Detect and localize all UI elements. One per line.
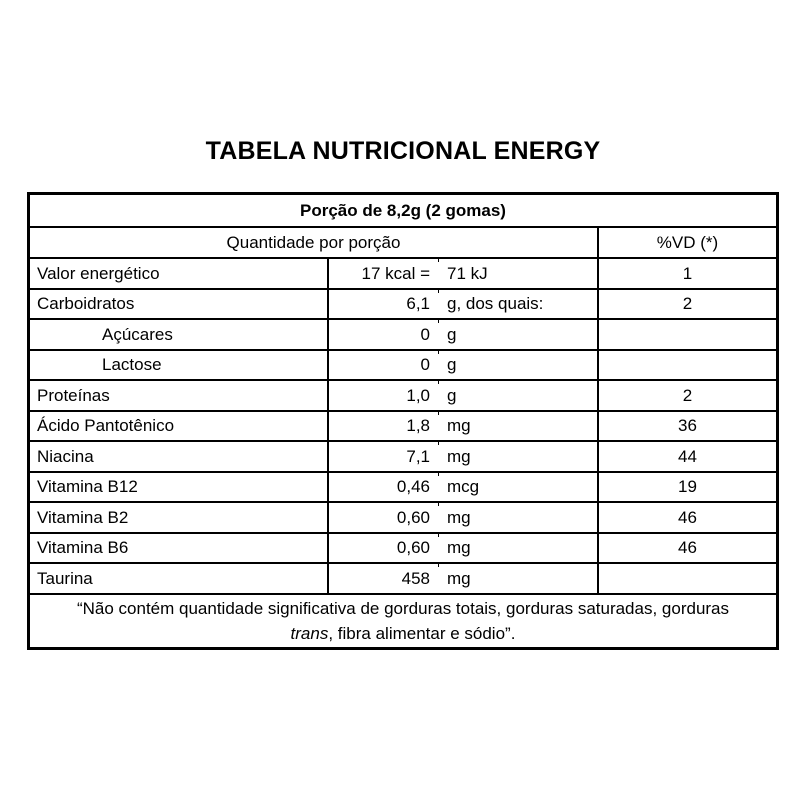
nutrient-name: Proteínas [37,385,110,405]
table-row-vitamina-b6 [30,532,776,563]
nutrient-dv-value: 36 [597,412,776,441]
nutrient-name: Açúcares [102,324,173,344]
nutrient-dv-value [597,320,776,349]
nutrient-dv-value: 46 [597,534,776,563]
nutrient-amount-unit: 71 kJ [438,259,597,288]
nutrient-amount-value: 6,1 [327,290,438,319]
nutrient-name: Vitamina B12 [37,477,138,497]
nutrient-amount-unit: mg [438,503,597,532]
nutrient-name: Lactose [102,355,162,375]
footnote-line-1: “Não contém quantidade significativa de gorduras totais, gorduras saturadas, gorduras [76,598,730,618]
nutrient-dv-value: 19 [597,473,776,502]
table-row-acucares [30,318,776,349]
table-row-valor-energetico [30,257,776,288]
portion-header-row [30,195,776,226]
column-header-row [30,226,776,257]
nutrient-dv-value [597,351,776,380]
portion-header: Porção de 8,2g (2 gomas) [300,201,506,220]
dv-column-header: %VD (*) [597,228,776,257]
nutrient-amount-unit: mg [438,564,597,593]
table-row-taurina [30,562,776,593]
nutrient-dv-value: 46 [597,503,776,532]
nutrient-dv-value: 44 [597,442,776,471]
table-row-vitamina-b12 [30,471,776,502]
nutrient-amount-value: 1,0 [327,381,438,410]
table-row-carboidratos [30,288,776,319]
nutrition-table [27,192,779,650]
footnote [30,593,776,648]
amount-column-header: Quantidade por porção [226,233,401,252]
nutrient-name: Vitamina B6 [37,538,129,558]
nutrient-amount-unit: g [438,320,597,349]
nutrient-dv-value: 2 [597,290,776,319]
nutrient-amount-unit: g [438,351,597,380]
table-row-niacina [30,440,776,471]
nutrient-name: Vitamina B2 [37,507,129,527]
nutrient-amount-unit: mg [438,534,597,563]
nutrient-amount-unit: mg [438,412,597,441]
nutrient-name: Niacina [37,446,94,466]
footnote-line-2-rest: , fibra alimentar e sódio”. [328,623,516,643]
nutrient-amount-value: 0,60 [327,534,438,563]
nutrient-name: Taurina [37,568,93,588]
table-row-vitamina-b2 [30,501,776,532]
nutrient-amount-value: 0 [327,320,438,349]
nutrient-amount-value: 458 [327,564,438,593]
nutrient-dv-value: 1 [597,259,776,288]
nutrient-amount-value: 1,8 [327,412,438,441]
nutrient-dv-value [597,564,776,593]
nutrient-amount-value: 0,46 [327,473,438,502]
nutrient-amount-unit: mg [438,442,597,471]
nutrient-amount-unit: mcg [438,473,597,502]
footnote-italic-word: trans [290,623,329,643]
table-row-lactose [30,349,776,380]
nutrient-amount-unit: g [438,381,597,410]
nutrient-amount-value: 0,60 [327,503,438,532]
table-row-proteinas [30,379,776,410]
page-title: TABELA NUTRICIONAL ENERGY [205,137,601,165]
footnote-line-2 [30,621,776,646]
nutrient-name: Carboidratos [37,294,135,314]
nutrient-dv-value: 2 [597,381,776,410]
nutrient-amount-value: 7,1 [327,442,438,471]
nutrient-name: Valor energético [37,263,160,283]
nutrient-amount-value: 0 [327,351,438,380]
nutrient-amount-unit: g, dos quais: [438,290,597,319]
table-row-acido-pantotenico [30,410,776,441]
nutrient-amount-value: 17 kcal = [327,259,438,288]
nutrient-name: Ácido Pantotênico [37,416,175,436]
